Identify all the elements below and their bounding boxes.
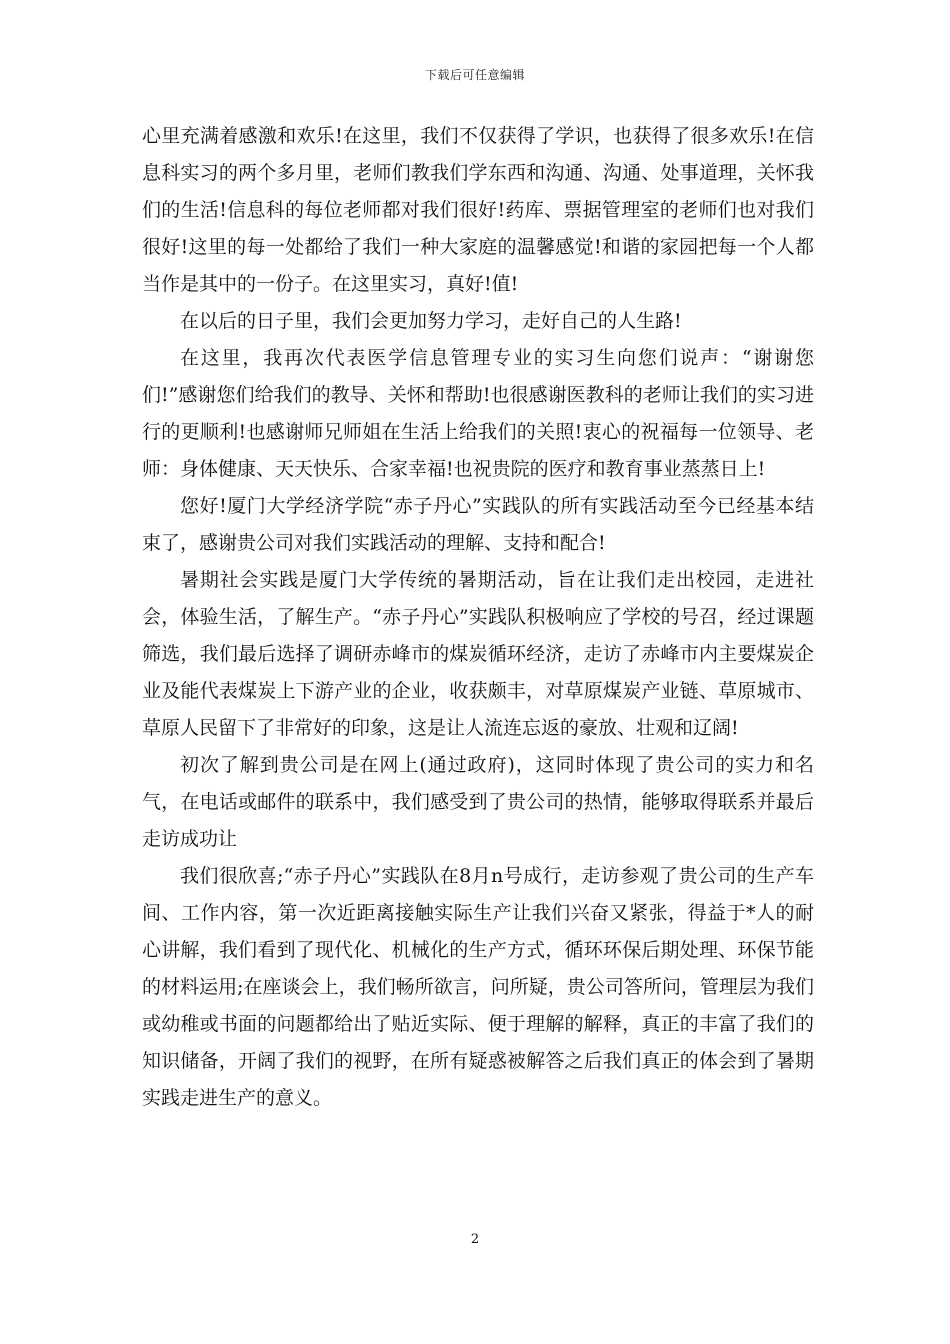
- paragraph: 我们很欣喜;“赤子丹心”实践队在8月n号成行，走访参观了贵公司的生产车间、工作内容，第一次近距离接触实际生产让我们兴奋又紧张，得益于*人的耐心讲解，我们看到了现代化、机械化的生产方式，循环环保后期处理、环保节能的材料运用;在座谈会上，我们畅所欲言，问所疑，贵公司答所问，管理层为我们或幼稚或书面的问题都给出了贴近实际、便于理解的解释，真正的丰富了我们的知识储备，开阔了我们的视野，在所有疑惑被解答之后我们真正的体会到了暑期实践走进生产的意义。: [142, 865, 814, 1109]
- paragraph: 初次了解到贵公司是在网上(通过政府)，这同时体现了贵公司的实力和名气，在电话或邮件的联系中，我们感受到了贵公司的热情，能够取得联系并最后走访成功让: [142, 754, 814, 850]
- paragraph: 心里充满着感激和欢乐!在这里，我们不仅获得了学识，也获得了很多欢乐!在信息科实习的两个多月里，老师们教我们学东西和沟通、沟通、处事道理，关怀我们的生活!信息科的每位老师都对我们很好!药库、票据管理室的老师们也对我们很好!这里的每一处都给了我们一种大家庭的温馨感觉!和谐的家园把每一个人都当作是其中的一份子。在这里实习，真好!值!: [142, 125, 814, 295]
- paragraph: 暑期社会实践是厦门大学传统的暑期活动，旨在让我们走出校园，走进社会，体验生活，了解生产。“赤子丹心”实践队积极响应了学校的号召，经过课题筛选，我们最后选择了调研赤峰市的煤炭循环经济，走访了赤峰市内主要煤炭企业及能代表煤炭上下游产业的企业，收获颇丰，对草原煤炭产业链、草原城市、草原人民留下了非常好的印象，这是让人流连忘返的豪放、壮观和辽阔!: [142, 569, 814, 739]
- page-header: 下载后可任意编辑: [424, 68, 525, 82]
- page-number: 2: [470, 1232, 480, 1247]
- paragraph: 在以后的日子里，我们会更加努力学习，走好自己的人生路!: [180, 310, 682, 332]
- paragraph: 在这里，我再次代表医学信息管理专业的实习生向您们说声：“谢谢您们!”感谢您们给我们的教导、关怀和帮助!也很感谢医教科的老师让我们的实习进行的更顺利!也感谢师兄师姐在生活上给我们的关照!衷心的祝福每一位领导、老师：身体健康、天天快乐、合家幸福!也祝贵院的医疗和教育事业蒸蒸日上!: [142, 347, 814, 480]
- paragraph: 您好!厦门大学经济学院“赤子丹心”实践队的所有实践活动至今已经基本结束了，感谢贵公司对我们实践活动的理解、支持和配合!: [142, 495, 814, 554]
- document-body: [142, 118, 814, 1117]
